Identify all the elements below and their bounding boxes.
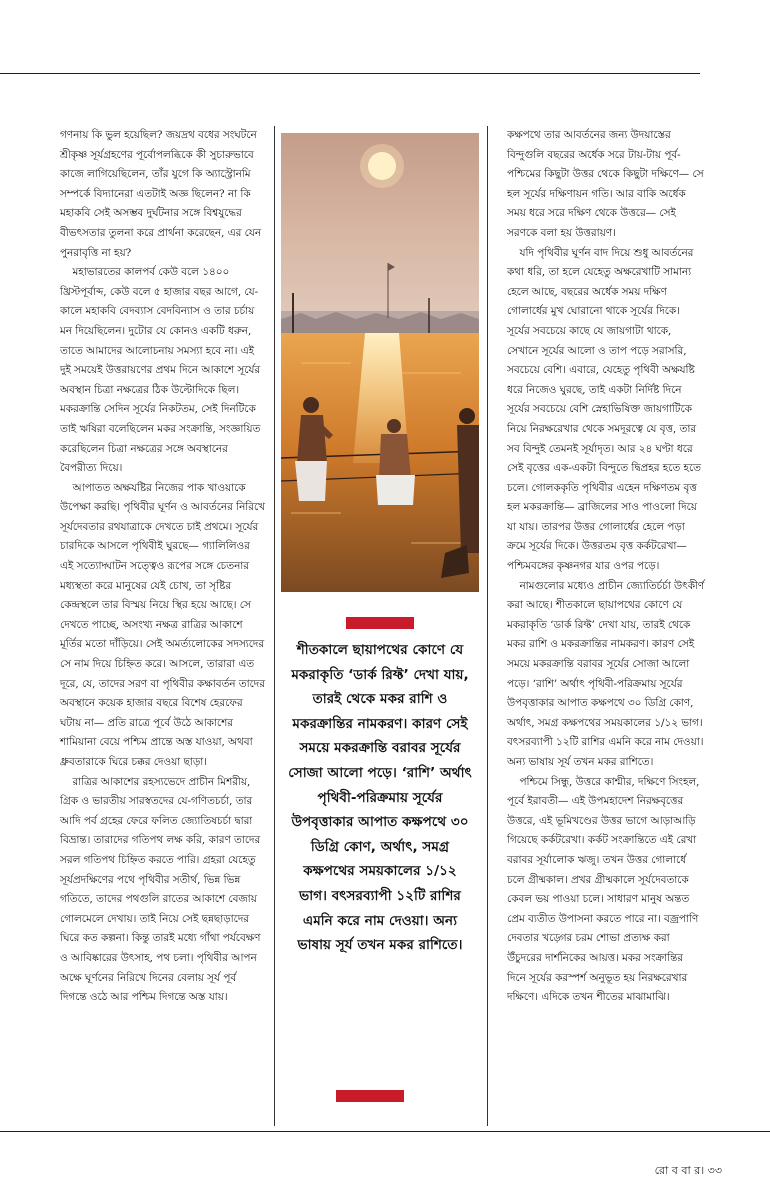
article-paragraph: গণনায় কি ভুল হয়েছিল? জয়দ্রথ বধের সংঘটনে শ্রীকৃষ্ণ সূর্যগ্রহণের পূর্বোপলব্ধিকে কী সুচারুভাবে কাজে লাগিয়েছিলেন, তাঁর যুগে কি অ্যাস্ট্রোনমি সম্পর্কে বিদ্যানেরা এতটাই অজ্ঞ ছিলেন? না কি মহাকবি সেই অসম্ভব দুর্ঘটনার সঙ্গে বিশ্বযুদ্ধের বীভৎসতার তুলনা করে প্রার্থনা করেছেন, এর যেন পুনরাবৃত্তি না হয়?	[60, 129, 262, 259]
top-rule	[0, 73, 700, 74]
article-paragraph: মহাভারতের কালপর্ব কেউ বলে ১৪০০ খ্রিস্টপূর্বাব্দ, কেউ বলে ৫ হাজার বছর আগে, যে-কালে মহাকবি বেদব্যাস বেদবিন্যাস ও তার চর্চায় মন দিয়েছিলেন। দুটোর যে কোনও একটি ধরুন, তাতে আমাদের আলোচনায় সমস্যা হবে না। এই দুই সময়েই উত্তরায়ণের প্রথম দিনে আকাশে সূর্যের অবস্থান চিত্রা নক্ষত্রের ঠিক উল্টোদিকে ছিল। মকরক্রান্তি সেদিন সূর্যের নিকটতম, সেই দিনটিকে তাই ঋষিরা বলেছিলেন মকর সংক্রান্তি, সংজ্ঞায়িত করেছিলেন চিত্রা নক্ষত্রের সঙ্গে অবস্থানের বৈপরীত্য দিয়ে।	[60, 266, 261, 475]
column-divider-right	[487, 126, 488, 1126]
article-column-left	[60, 126, 265, 1008]
column-divider-left	[274, 126, 275, 1126]
article-paragraph: কক্ষপথে তার আবর্তনের জন্য উদয়াস্তের বিন্দুগুলি বছরের অর্ধেক সরে টায়-টায় পূর্ব-পশ্চিমের কিছুটা উত্তর থেকে কিছুটা দক্ষিণে— সে হল সূর্যের দক্ষিণায়ন গতি। আর বাকি অর্ধেক সময় ধরে সরে দক্ষিণ থেকে উত্তরে— সেই সরণকে বলা হয় উত্তরায়ণ।	[507, 129, 704, 239]
article-column-right	[507, 126, 705, 1008]
article-paragraph: পশ্চিমে সিন্ধু, উত্তরে কাশ্মীর, দক্ষিণে সিংহল, পূর্বে ইরাবতী— এই উপমহাদেশ নিরক্ষবৃত্তের উত্তরে, এই ভূমিখণ্ডের উত্তর ভাগে আড়াআড়ি গিয়েছে কর্কটরেখা। কর্কট সংক্রান্তিতে এই রেখা বরাবর সূর্যালোক ঋজু। তখন উত্তর গোলার্ধে চলে গ্রীষ্মকাল। প্রখর গ্রীষ্মকালে সূর্যদেবতাকে কেবল ভয় পাওয়া চলে। সাধারণ মানুষ অন্তত প্রেম ব্যতীত উপাসনা করতে পারে না। বজ্রপাণি দেবতার খড়্গের চরম শোভা প্রত্যক্ষ করা উঁচুদরের দার্শনিকের আয়ত্ত। মকর সংক্রান্তির দিনে সূর্যের করস্পর্শ অনুভূত হয় নিরক্ষরেখার দক্ষিণে। এদিকে তখন শীতের মাঝামাঝি।	[507, 775, 700, 1004]
page-footer: রো ব বা র। ৩৩	[654, 1164, 722, 1177]
pullquote: শীতকালে ছায়াপথের কোণে যে মকরাকৃতি ‘ডার্ক রিফ্ট’ দেখা যায়, তারই থেকে মকর রাশি ও মকরক্রান্তির নামকরণ। কারণ সেই সময়ে মকরক্রান্তি বরাবর সূর্যের সোজা আলো পড়ে। ‘রাশি’ অর্থাৎ পৃথিবী-পরিক্রমায় সূর্যের উপবৃত্তাকার আপাত কক্ষপথে ৩০ ডিগ্রি কোণ, অর্থাৎ, সমগ্র কক্ষপথের সময়কালের ১/১২ ভাগ। বৎসরব্যাপী ১২টি রাশির এমনি করে নাম দেওয়া। অন্য ভাষায় সূর্য তখন মকর রাশিতে।	[288, 642, 472, 954]
article-paragraph: যদি পৃথিবীর ঘূর্ণন বাদ দিয়ে শুধু আবর্তনের কথা ধরি, তা হলে যেহেতু অক্ষরেখাটি সামান্য হেলে আছে, বছরের অর্ধেক সময় দক্ষিণ গোলার্ধের মুখ ঘোরানো থাকে সূর্যের দিকে। সূর্যের সবচেয়ে কাছে যে জায়গাটা থাকে, সেখানে সূর্যের আলো ও তাপ পড়ে সরাসরি, সবচেয়ে বেশি। এবারে, যেহেতু পৃথিবী অক্ষযষ্টি ধরে নিজেও ঘুরছে, তাই একটা নির্দিষ্ট দিনে সূর্যের সবচেয়ে বেশি স্নেহাভিষিক্ত জায়গাটিকে নিয়ে নিরক্ষরেখার থেকে সমদূরত্বে যে বৃত্ত, তার সব বিন্দুই তেমনই সূর্যাদৃত। আর ২৪ ঘণ্টা ধরে সেই বৃত্তের এক-একটা বিন্দুতে দ্বিপ্রহর হতে হতে চলে। গোলককৃতি পৃথিবীর এহেন দক্ষিণতম বৃত্ত হল মকরক্রান্তি— ব্রাজিলের সাও পাওলো দিয়ে যা যায়। তারপর উত্তর গোলার্ধের হেলে পড়া ক্রমে সূর্যের দিকে। উত্তরতম বৃত্ত কর্কটরেখা— পশ্চিমবঙ্গের কৃষ্ণনগর যার ওপর পড়ে।	[507, 246, 701, 573]
article-paragraph: নামগুলোর মধ্যেও প্রাচীন জ্যোতির্চর্চা উৎকীর্ণ করা আছে। শীতকালে ছায়াপথের কোণে যে মকরাকৃতি ‘ডার্ক রিফ্ট’ দেখা যায়, তারই থেকে মকর রাশি ও মকরক্রান্তির নামকরণ। কারণ সেই সময়ে মকরক্রান্তি বরাবর সূর্যের সোজা আলো পড়ে। ‘রাশি’ অর্থাৎ পৃথিবী-পরিক্রমায় সূর্যের উপবৃত্তাকার আপাত কক্ষপথে ৩০ ডিগ্রি কোণ, অর্থাৎ, সমগ্র কক্ষপথের সময়কালের ১/১২ ভাগ। বৎসরব্যাপী ১২টি রাশির এমনি করে নাম দেওয়া। অন্য ভাষায় সূর্য তখন মকর রাশিতে।	[507, 579, 705, 768]
article-paragraph: রাত্রির আকাশের রহস্যভেদে প্রাচীন মিশরীয়, গ্রিক ও ভারতীয় সারস্বতদের যে-গণিতচর্চা, তার আদি পর্ব গ্রহের ফেরে ফলিত জ্যোতিষচর্চা দ্বারা বিভ্রান্ত। তারাদের গতিপথ লক্ষ করি, কারণ তাদের সরল গতিপথ চিহ্নিত করতে পারি। গ্রহরা যেহেতু সূর্যপ্রদক্ষিণের পথে পৃথিবীর সতীর্থ, ভিন্ন ভিন্ন গতিতে, তাদের পথগুলি রাতের আকাশে বেজায় গোলমেলে দেখায়। তাই নিয়ে সেই ছন্নছাড়াদের ঘিরে কত কল্পনা। কিন্তু তারই মধ্যে গাঁথা পর্যবেক্ষণ ও আবিষ্কারের উৎসাহ, পথ চলা। পৃথিবীর আপন অক্ষে ঘূর্ণনের নিরিখে দিনের বেলায় সূর্য পূর্ব দিগন্তে ওঠে আর পশ্চিম দিগন্তে অস্ত যায়।	[60, 775, 261, 1004]
photo-sunrise-river-bathers	[281, 133, 479, 592]
pullquote-bottom-bar	[336, 1090, 404, 1102]
bottom-rule	[0, 1131, 770, 1132]
article-paragraph: আপাতত অক্ষযষ্টির নিজের পাক খাওয়াকে উপেক্ষা করছি। পৃথিবীর ঘূর্ণন ও আবর্তনের নিরিখে সূর্যদেবতার রথযাত্রাকে দেখতে চাই প্রথমে। সূর্যের চারদিকে আসলে পৃথিবীই ঘুরছে— গ্যালিলিওর এই সত্যোদ্ঘাটন সত্ত্বেও রূপের সঙ্গে চেতনার মধ্যস্থতা করে মানুষের যেই চোখ, তা সৃষ্টির কেন্দ্রস্থলে তার বিস্ময় নিয়ে স্থির হয়ে আছে। সে দেখতে পাচ্ছে, অসংখ্য নক্ষত্র রাত্রির আকাশে মূর্তির মতো দাঁড়িয়ে। সেই অমর্ত্যলোকের সদস্যদের সে নাম দিয়ে চিহ্নিত করে। আসলে, তারারা এত দূরে, যে, তাদের সরণ বা পৃথিবীর কক্ষাবর্তন তাদের অবস্থানে কয়েক হাজার বছরে বিশেষ হেরফের ঘটায় না— প্রতি রাত্রে পূর্বে উঠে আকাশের শামিয়ানা বেয়ে পশ্চিম প্রান্তে অস্ত যাওয়া, অথবা ধ্রুবতারাকে ঘিরে চক্কর দেওয়া ছাড়া।	[60, 481, 265, 768]
pullquote-top-bar	[346, 617, 414, 629]
